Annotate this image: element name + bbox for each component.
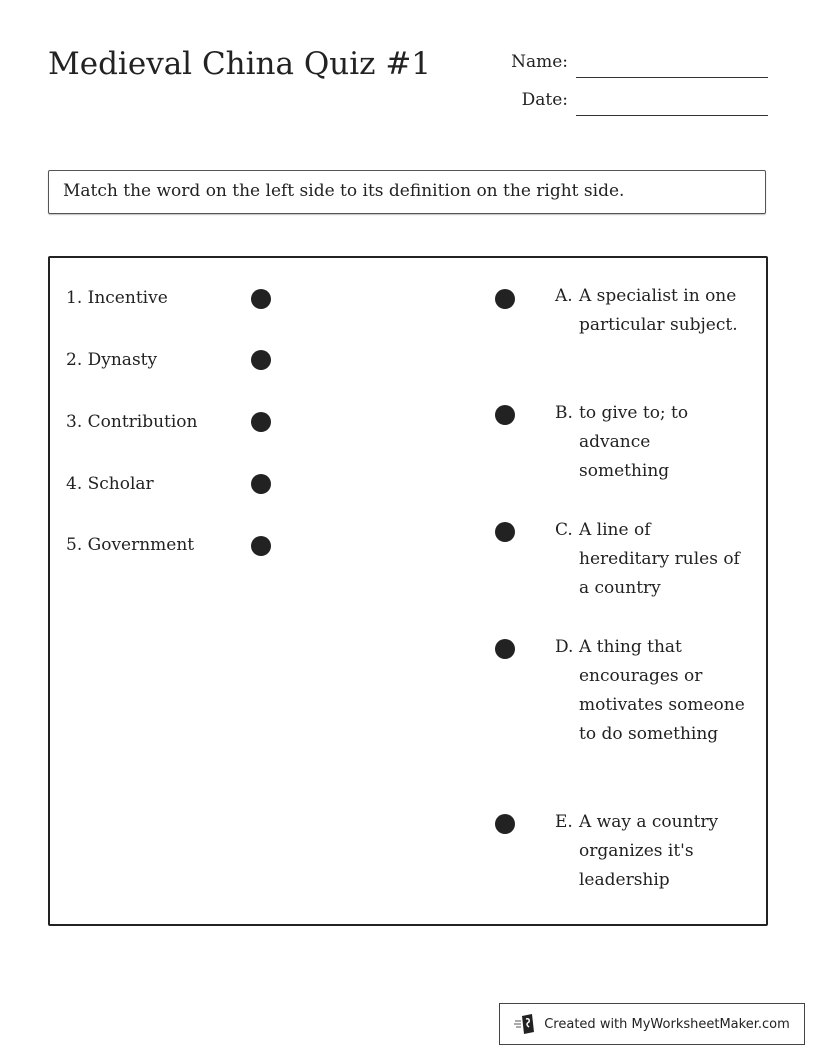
footer-text: Created with MyWorksheetMaker.com [544, 1016, 790, 1032]
name-input-line[interactable] [576, 76, 768, 78]
name-label: Name: [511, 52, 568, 72]
definition-dot-a[interactable] [495, 289, 515, 309]
term-item: 2. Dynasty [66, 350, 158, 370]
definition-text: A thing that encourages or motivates someone to do something [579, 637, 745, 744]
definition-item-b [555, 399, 745, 486]
definition-dot-b[interactable] [495, 405, 515, 425]
date-field-row [498, 90, 768, 110]
definition-item-e [555, 808, 745, 895]
footer-credit[interactable] [499, 1003, 805, 1045]
worksheet-maker-logo-icon [514, 1013, 538, 1035]
term-dot-3[interactable] [251, 412, 271, 432]
definition-item-c [555, 516, 745, 603]
definition-text: A way a country organizes it's leadership [579, 812, 719, 890]
term-item: 3. Contribution [66, 412, 198, 432]
term-dot-5[interactable] [251, 536, 271, 556]
definition-letter: B. [555, 403, 573, 423]
definition-letter: E. [555, 812, 573, 832]
definition-item-d [555, 633, 745, 749]
definition-text: A line of hereditary rules of a country [579, 520, 740, 598]
term-item: 1. Incentive [66, 288, 168, 308]
term-item: 5. Government [66, 535, 195, 555]
term-dot-4[interactable] [251, 474, 271, 494]
definition-item-a [555, 282, 745, 340]
page-title: Medieval China Quiz #1 [48, 46, 432, 82]
date-label: Date: [521, 90, 568, 110]
definition-dot-c[interactable] [495, 522, 515, 542]
definition-letter: D. [555, 637, 574, 657]
definition-text: to give to; to advance something [579, 403, 689, 481]
instructions-box: Match the word on the left side to its definition on the right side. [48, 170, 766, 214]
date-input-line[interactable] [576, 114, 768, 116]
definition-dot-e[interactable] [495, 814, 515, 834]
term-dot-1[interactable] [251, 289, 271, 309]
matching-section [48, 256, 768, 926]
term-dot-2[interactable] [251, 350, 271, 370]
definition-dot-d[interactable] [495, 639, 515, 659]
definition-letter: A. [555, 286, 573, 306]
term-item: 4. Scholar [66, 474, 154, 494]
definition-text: A specialist in one particular subject. [579, 286, 738, 335]
name-field-row [498, 52, 768, 72]
definition-letter: C. [555, 520, 573, 540]
